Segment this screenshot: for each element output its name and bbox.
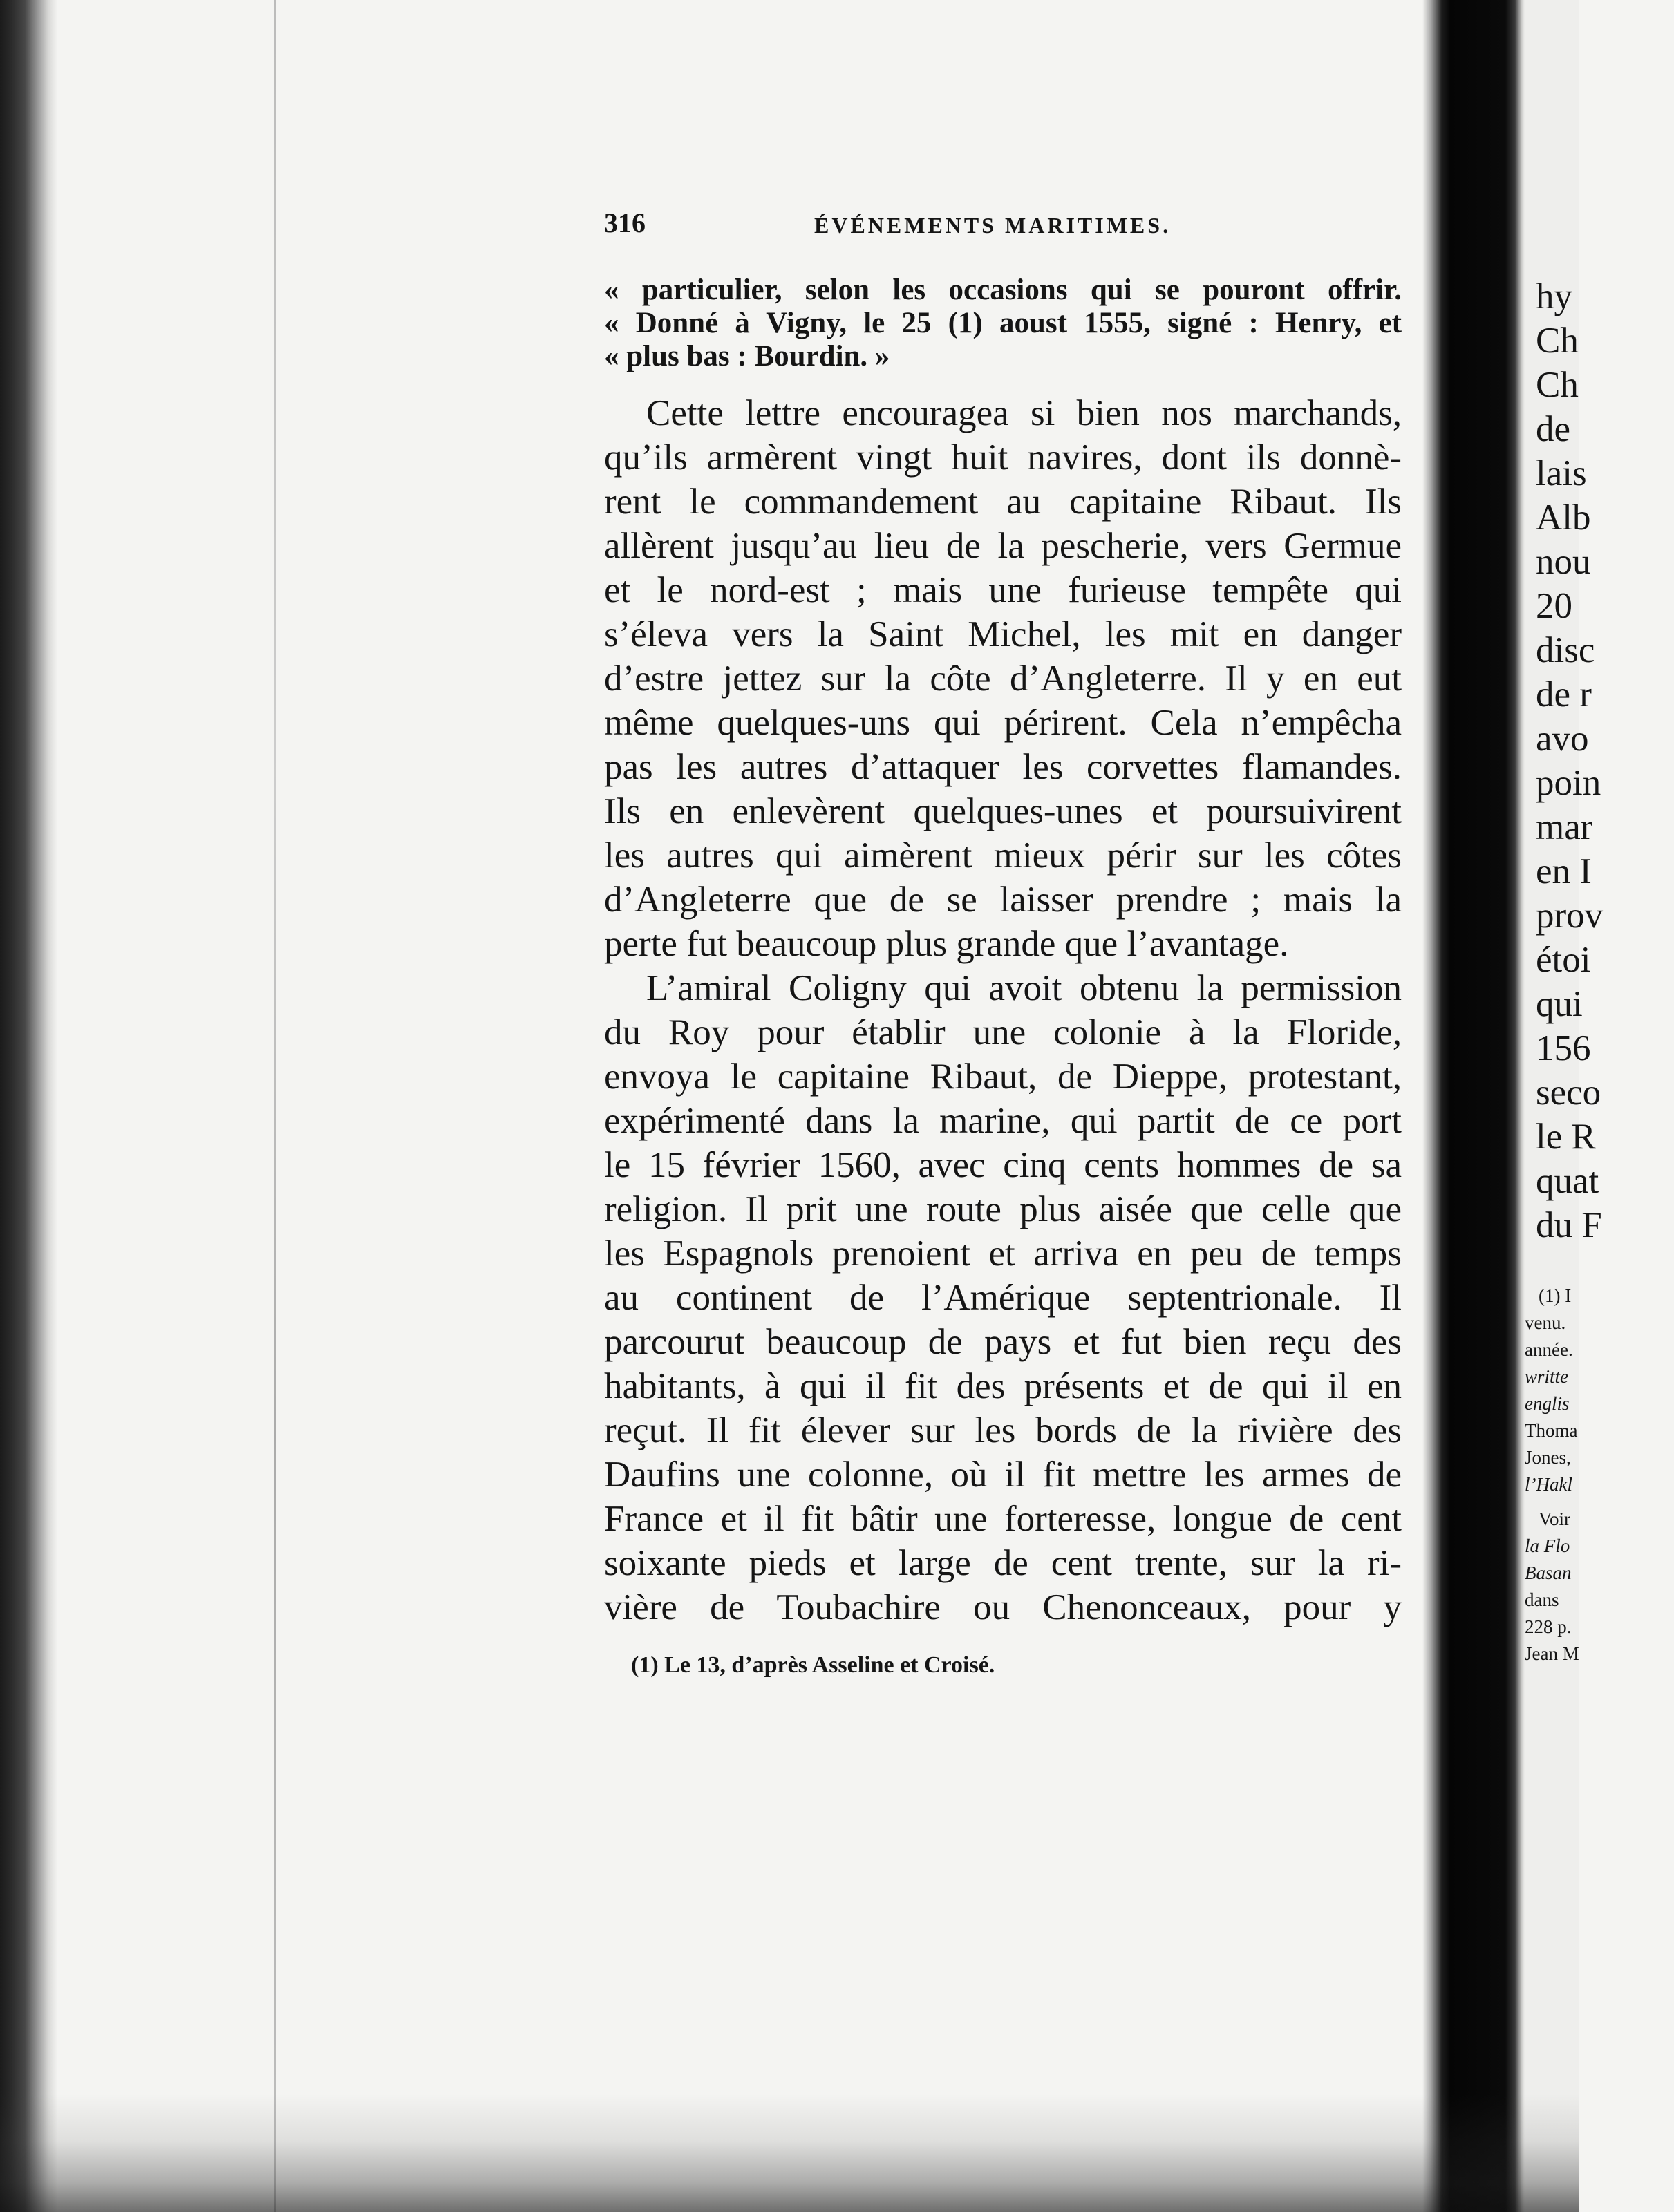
facing-footnote-line: englis — [1525, 1393, 1570, 1414]
left-book-edge — [0, 0, 57, 2212]
text-line: Ils en enlevèrent quelques-unes et poursuivirent — [604, 791, 1402, 831]
facing-footnote-line: dans — [1525, 1589, 1559, 1610]
facing-page-line: avo — [1536, 719, 1589, 759]
binding-shadow — [1422, 0, 1525, 2212]
bottom-page-edge — [0, 2094, 1579, 2212]
text-line: reçut. Il fit élever sur les bords de la rivière des — [604, 1410, 1402, 1450]
quote-line: « Donné à Vigny, le 25 (1) aoust 1555, signé : Henry, et — [604, 307, 1402, 339]
facing-page-line: quat — [1536, 1161, 1599, 1201]
facing-page-line: Ch — [1536, 321, 1579, 361]
text-line: vière de Toubachire ou Chenonceaux, pour y — [604, 1587, 1402, 1627]
text-line: qu’ils armèrent vingt huit navires, dont ils donnè- — [604, 437, 1402, 478]
facing-footnote-line: 228 p. — [1525, 1616, 1572, 1637]
page-header — [604, 207, 1402, 239]
facing-page-line: de r — [1536, 674, 1592, 715]
text-line: d’Angleterre que de se laisser prendre ; mais la — [604, 880, 1402, 920]
facing-page-line: 20 — [1536, 586, 1572, 626]
text-line: du Roy pour établir une colonie à la Floride, — [604, 1012, 1402, 1052]
text-line: et le nord-est ; mais une furieuse tempête qui — [604, 570, 1402, 610]
facing-footnote-line: l’Hakl — [1525, 1474, 1572, 1495]
text-line: s’éleva vers la Saint Michel, les mit en danger — [604, 614, 1402, 654]
text-line: L’amiral Coligny qui avoit obtenu la permission — [646, 968, 1402, 1008]
facing-page-line: 156 — [1536, 1028, 1591, 1068]
text-line: parcourut beaucoup de pays et fut bien reçu des — [604, 1322, 1402, 1362]
body-text — [604, 391, 1402, 1629]
facing-footnote-line: venu. — [1525, 1312, 1566, 1333]
text-line: le 15 février 1560, avec cinq cents hommes de sa — [604, 1145, 1402, 1185]
text-line: allèrent jusqu’au lieu de la pescherie, vers Germue — [604, 526, 1402, 566]
facing-page-footnotes — [1525, 1283, 1663, 1667]
text-line: pas les autres d’attaquer les corvettes flamandes. — [604, 747, 1402, 787]
facing-page-line: du F — [1536, 1205, 1602, 1245]
facing-footnote-line: writte — [1525, 1366, 1569, 1387]
quote-line: « plus bas : Bourdin. » — [604, 340, 890, 372]
text-line: France et il fit bâtir une forteresse, longue de cent — [604, 1499, 1402, 1539]
facing-page-line: disc — [1536, 630, 1595, 670]
facing-footnote-line: Voir — [1539, 1509, 1571, 1529]
text-line: les Espagnols prenoient et arriva en peu de temps — [604, 1233, 1402, 1274]
facing-page-line: hy — [1536, 276, 1572, 316]
facing-page-line: Alb — [1536, 498, 1591, 538]
running-head: ÉVÉNEMENTS MARITIMES. — [814, 213, 1172, 238]
text-line: Cette lettre encouragea si bien nos marchands, — [646, 393, 1402, 433]
previous-page-edge-line — [274, 0, 276, 2212]
text-line: les autres qui aimèrent mieux périr sur les côtes — [604, 835, 1402, 876]
text-line: expérimenté dans la marine, qui partit de ce port — [604, 1101, 1402, 1141]
facing-page-text — [1536, 274, 1674, 1247]
facing-footnote-line: année. — [1525, 1339, 1573, 1360]
facing-page-line: qui — [1536, 984, 1583, 1024]
text-line: religion. Il prit une route plus aisée que celle que — [604, 1189, 1402, 1229]
quote-line: « particulier, selon les occasions qui se pouront offrir. — [604, 274, 1402, 306]
facing-page-line: Ch — [1536, 365, 1579, 405]
facing-page-line: poin — [1536, 763, 1601, 803]
facing-page-line: prov — [1536, 896, 1604, 936]
facing-page-line: de — [1536, 409, 1571, 449]
facing-page-line: le R — [1536, 1117, 1596, 1157]
facing-footnote-line: (1) I — [1539, 1285, 1572, 1306]
text-line: habitants, à qui il fit des présents et de qui il en — [604, 1366, 1402, 1406]
text-line: perte fut beaucoup plus grande que l’avantage. — [604, 924, 1289, 964]
text-line: d’estre jettez sur la côte d’Angleterre. Il y en eut — [604, 659, 1402, 699]
text-line: envoya le capitaine Ribaut, de Dieppe, protestant, — [604, 1057, 1402, 1097]
facing-footnote-line: Basan — [1525, 1562, 1572, 1583]
facing-page — [1525, 0, 1604, 2212]
text-line: même quelques-uns qui périrent. Cela n’empêcha — [604, 703, 1402, 743]
facing-page-line: en I — [1536, 851, 1592, 891]
facing-page-line: nou — [1536, 542, 1591, 582]
facing-page-line: étoi — [1536, 940, 1591, 980]
letter-quote — [604, 274, 1402, 373]
facing-page-line: mar — [1536, 807, 1593, 847]
text-line: rent le commandement au capitaine Ribaut. Ils — [604, 482, 1402, 522]
page-number: 316 — [604, 207, 646, 238]
facing-footnote-line: la Flo — [1525, 1535, 1570, 1556]
facing-footnote-line: Jones, — [1525, 1447, 1571, 1468]
facing-footnote-line: Jean M — [1525, 1643, 1579, 1664]
facing-page-line: seco — [1536, 1072, 1601, 1113]
paragraph — [604, 966, 1402, 1629]
footnote: (1) Le 13, d’après Asseline et Croisé. — [631, 1652, 995, 1678]
text-line: au continent de l’Amérique septentrionale. Il — [604, 1278, 1402, 1318]
paragraph — [604, 391, 1402, 966]
facing-page-line: lais — [1536, 453, 1587, 493]
text-line: Daufins une colonne, où il fit mettre les armes de — [604, 1455, 1402, 1495]
facing-footnote-line: Thoma — [1525, 1420, 1578, 1441]
text-line: soixante pieds et large de cent trente, sur la ri- — [604, 1543, 1402, 1583]
